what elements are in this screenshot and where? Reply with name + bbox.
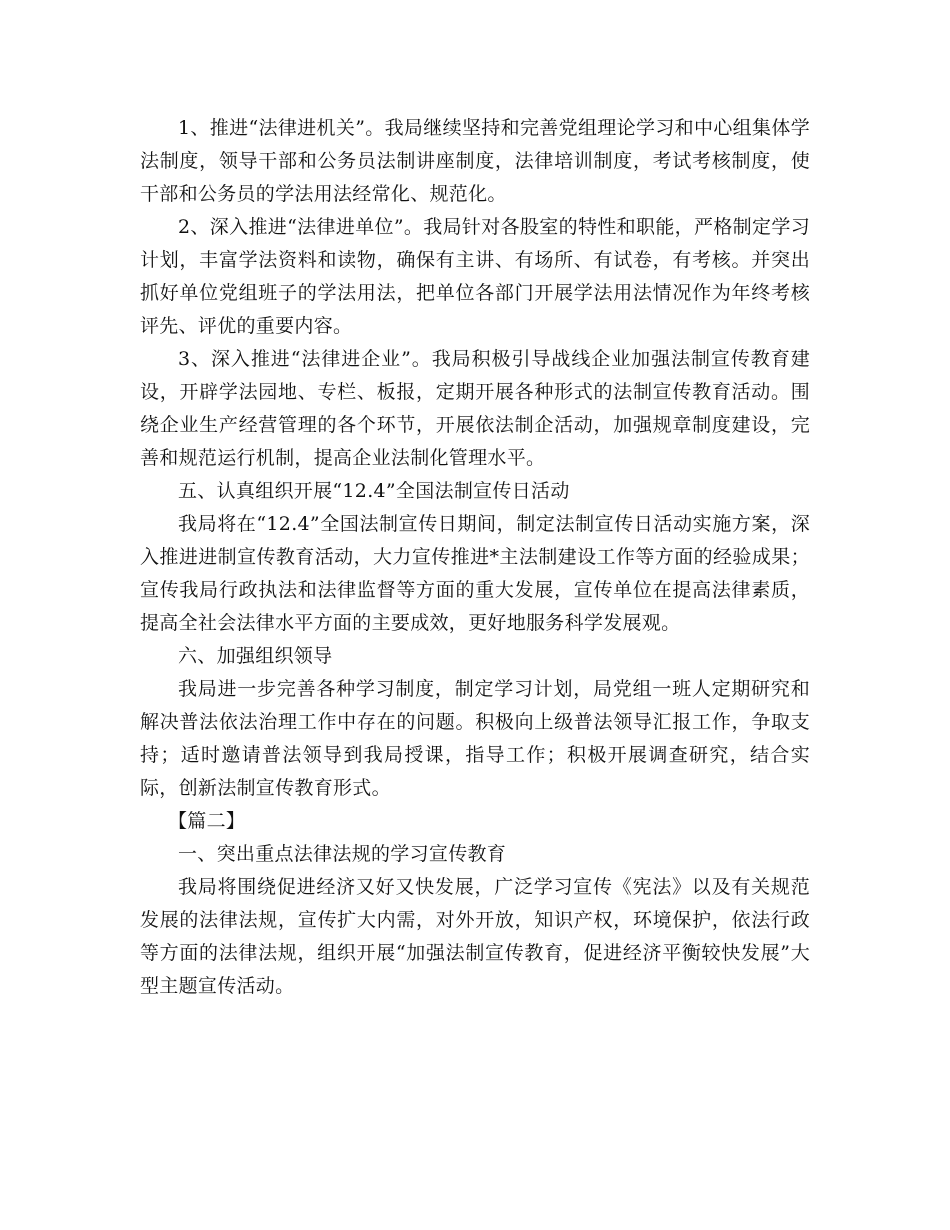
heading-section-six: 六、加强组织领导: [178, 645, 333, 667]
paragraph-key-laws-publicity: 我局将围绕促进经济又好又快发展，广泛学习宣传《宪法》以及有关规范发展的法律法规，宣传扩大内需，对外开放，知识产权，环境保护，依法行政等方面的法律法规，组织开展“加强法制宣传教育，促进经济平衡较快发展”大型主题宣传活动。: [140, 876, 810, 997]
paragraph-legal-publicity-day: 我局将在“12.4”全国法制宣传日期间，制定法制宣传日活动实施方案，深入推进进制宣传教育活动，大力宣传推进*主法制建设工作等方面的经验成果；宣传我局行政执法和法律监督等方面的重大发展，宣传单位在提高法律素质，提高全社会法律水平方面的主要成效，更好地服务科学发展观。: [140, 513, 810, 634]
section-label-part-two: 【篇二】: [168, 810, 246, 832]
paragraph-law-into-agencies: 1、推进“法律进机关”。我局继续坚持和完善党组理论学习和中心组集体学法制度，领导干部和公务员法制讲座制度，法律培训制度，考试考核制度，使干部和公务员的学法用法经常化、规范化。: [140, 117, 810, 205]
paragraph-law-into-enterprises: 3、深入推进“法律进企业”。我局积极引导战线企业加强法制宣传教育建设，开辟学法园地、专栏、板报，定期开展各种形式的法制宣传教育活动。围绕企业生产经营管理的各个环节，开展依法制企活动，加强规章制度建设，完善和规范运行机制，提高企业法制化管理水平。: [140, 348, 810, 469]
paragraph-law-into-units: 2、深入推进“法律进单位”。我局针对各股室的特性和职能，严格制定学习计划，丰富学法资料和读物，确保有主讲、有场所、有试卷，有考核。并突出抓好单位党组班子的学法用法，把单位各部门开展学法用法情况作为年终考核评先、评优的重要内容。: [140, 216, 810, 337]
heading-section-five: 五、认真组织开展“12.4”全国法制宣传日活动: [178, 480, 570, 502]
paragraph-organization-leadership: 我局进一步完善各种学习制度，制定学习计划，局党组一班人定期研究和解决普法依法治理工作中存在的问题。积极向上级普法领导汇报工作，争取支持；适时邀请普法领导到我局授课，指导工作；积极开展调查研究，结合实际，创新法制宣传教育形式。: [140, 678, 810, 799]
heading-part-two-section-one: 一、突出重点法律法规的学习宣传教育: [178, 843, 507, 865]
